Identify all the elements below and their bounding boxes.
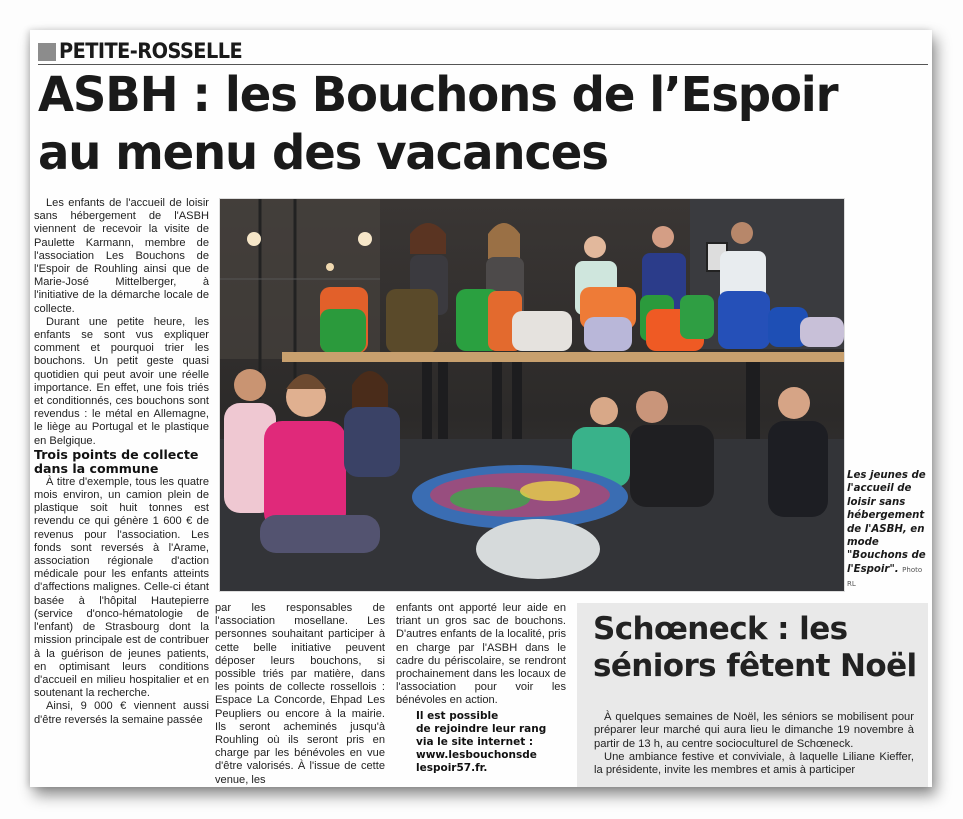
section-label: PETITE-ROSSELLE [59,39,243,63]
paragraph: À titre d'exemple, tous les quatre mois environ, un camion plein de plastique soit huit tonnes est revendu ce qui génère 1 600 € de revenus pour l'association. Les fonds sont reversés à l'Arame, association régionale d'action médicale pour les enfants atteints d'affections malignes. Celle-ci étant basée à l'hôpital Hautepierre (service d'onco-hématologie de l'enfant) de Strasbourg dont la mission principale est de contribuer à la guérison de jeunes patients, en optimisant leurs conditions d'accueil en milieu hospitalier et en soutenant la recherche. [34,475,209,700]
article-headline [38,66,901,182]
paragraph: Ainsi, 9 000 € viennent aussi d'être reversés la semaine passée [34,700,209,726]
secondary-body [594,711,914,777]
headline-line-2: au menu des vacances [38,125,608,181]
photo-caption [847,469,927,592]
article-photo [219,198,845,592]
paragraph: Durant une petite heure, les enfants se sont vus expliquer comment et pourquoi trier les bouchons. Un petit geste quasi quotidien qui peut avoir une réelle importance. En effet, une fois triés et conditionnés, ces bouchons sont revendus : le métal en Allemagne, le liège au Portugal et le plastique en Belgique. [34,315,209,447]
info-line: Il est possible [416,709,499,722]
info-line: de rejoindre leur rang [416,722,547,735]
paragraph: Une ambiance festive et conviviale, à laquelle Liliane Kieffer, la présidente, invite les membres et amis à participer [594,750,914,777]
website-link[interactable]: www.lesbouchonsde [416,749,537,762]
group-photo-illustration [220,199,844,591]
article-column-2 [215,602,385,787]
caption-text: Les jeunes de l'accueil de loisir sans hébergement de l'ASBH, en mode "Bouchons de l'Espoir". [847,470,926,575]
section-rubric [38,40,928,65]
paragraph: par les responsables de l'association mosellane. Les personnes souhaitant participer à cette belle initiative peuvent déposer leurs bouchons, si possible triés par matière, dans les points de collecte rossellois : Espace La Concorde, Ehpad Les Peupliers ou encore à la mairie. Ils seront acheminés jusqu'à Rouhling où ils seront pris en charge par les bénévoles en vue d'être valorisés. À l'issue de cette venue, les [215,602,385,786]
article-column-3 [396,602,566,776]
rubric-square-icon [38,43,56,61]
paragraph: enfants ont apporté leur aide en triant un gros sac de bouchons. D'autres enfants de la localité, pris en charge par l'ASBH dans le cadre du périscolaire, se rendront prochainement dans les locaux de l'association pour voir les bénévoles en action. [396,602,566,707]
secondary-article [577,603,928,787]
secondary-headline [593,611,923,685]
headline-line-1: ASBH : les Bouchons de l’Espoir [38,67,838,123]
newspaper-clipping [30,30,932,787]
paragraph: À quelques semaines de Noël, les séniors se mobilisent pour préparer leur marché qui aura lieu le dimanche 19 novembre à partir de 13 h, au centre socioculturel de Schœneck. [594,711,914,750]
photo-credit: Photo RL [847,565,923,589]
website-link[interactable]: lespoir57.fr. [416,762,488,775]
headline-line-1: Schœneck : les [593,611,848,647]
info-line: via le site internet : [416,736,534,749]
paragraph: Les enfants de l'accueil de loisir sans hébergement de l'ASBH viennent de recevoir la visite de Paulette Karmann, membre de l'association Les Bouchons de l'Espoir de Rouhling ainsi que de Marie-José Mittelberger, à l'initiative de la démarche locale de collecte. [34,197,209,315]
article-column-1 [34,197,209,727]
headline-line-2: séniors fêtent Noël [593,648,917,684]
subheading: Trois points de collecte dans la commune [34,446,199,476]
info-box [416,710,566,776]
